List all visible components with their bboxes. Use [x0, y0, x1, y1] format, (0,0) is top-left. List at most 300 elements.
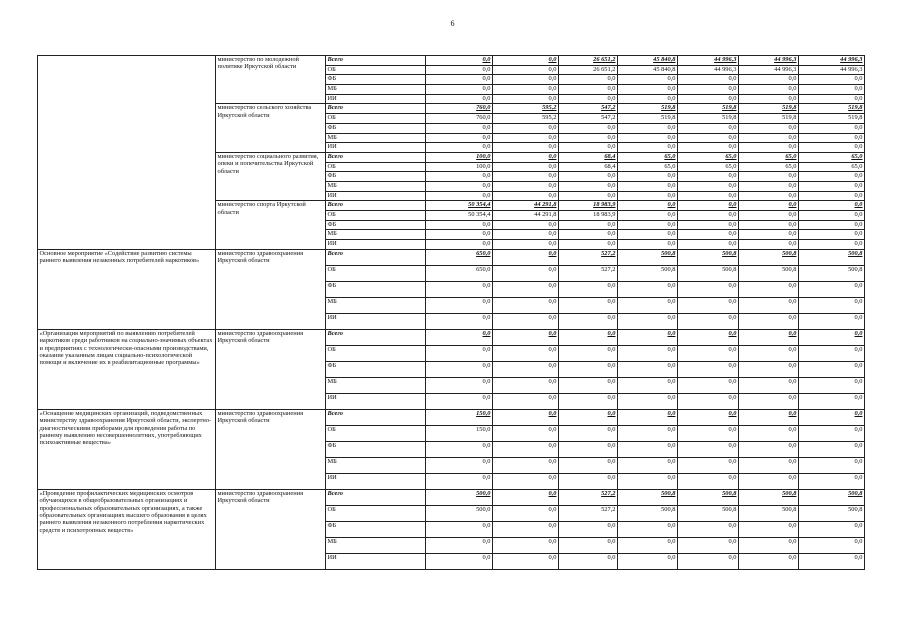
amount-cell: 547,2 — [559, 104, 618, 114]
amount-cell: 0,0 — [799, 75, 865, 85]
amount-cell: 44 996,3 — [678, 56, 739, 66]
amount-cell: 500,8 — [739, 505, 799, 521]
amount-cell: 0,0 — [493, 345, 559, 361]
amount-cell: 65,0 — [739, 152, 799, 162]
amount-cell: 0,0 — [559, 345, 618, 361]
amount-cell: 65,0 — [799, 162, 865, 172]
amount-cell: 0,0 — [678, 457, 739, 473]
amount-cell: 0,0 — [493, 361, 559, 377]
amount-cell: 0,0 — [426, 329, 493, 345]
amount-cell: 45 840,8 — [618, 56, 678, 66]
amount-cell: 500,8 — [678, 505, 739, 521]
amount-cell: 150,0 — [426, 409, 493, 425]
amount-cell: 0,0 — [739, 85, 799, 95]
funding-source: Всего — [326, 104, 426, 114]
funding-source: ИИ — [326, 191, 426, 201]
funding-source: Всего — [326, 489, 426, 505]
amount-cell: 68,4 — [559, 162, 618, 172]
amount-cell: 595,2 — [493, 104, 559, 114]
amount-cell: 0,0 — [618, 537, 678, 553]
amount-cell: 18 983,9 — [559, 201, 618, 211]
amount-cell: 0,0 — [559, 457, 618, 473]
amount-cell: 0,0 — [493, 123, 559, 133]
amount-cell: 45 840,8 — [618, 65, 678, 75]
amount-cell: 0,0 — [426, 220, 493, 230]
amount-cell: 0,0 — [799, 281, 865, 297]
table-body — [38, 56, 865, 570]
amount-cell: 0,0 — [493, 133, 559, 143]
amount-cell: 0,0 — [739, 537, 799, 553]
amount-cell: 0,0 — [739, 172, 799, 182]
amount-cell: 0,0 — [426, 345, 493, 361]
amount-cell: 0,0 — [739, 191, 799, 201]
amount-cell: 0,0 — [426, 172, 493, 182]
amount-cell: 0,0 — [739, 281, 799, 297]
amount-cell: 0,0 — [618, 143, 678, 153]
amount-cell: 0,0 — [618, 211, 678, 221]
amount-cell: 0,0 — [618, 240, 678, 250]
amount-cell: 0,0 — [493, 191, 559, 201]
amount-cell: 0,0 — [799, 94, 865, 104]
amount-cell: 0,0 — [493, 329, 559, 345]
funding-source: ОБ — [326, 265, 426, 281]
amount-cell: 0,0 — [493, 65, 559, 75]
amount-cell: 0,0 — [618, 75, 678, 85]
amount-cell: 0,0 — [799, 123, 865, 133]
responsible-executor: министерство по молодежной политике Иркутской области — [216, 56, 326, 104]
amount-cell: 0,0 — [618, 473, 678, 489]
table-row — [38, 329, 865, 345]
amount-cell: 0,0 — [559, 281, 618, 297]
amount-cell: 0,0 — [559, 240, 618, 250]
amount-cell: 519,8 — [799, 104, 865, 114]
amount-cell: 0,0 — [739, 133, 799, 143]
amount-cell: 0,0 — [739, 409, 799, 425]
amount-cell: 0,0 — [493, 162, 559, 172]
amount-cell: 0,0 — [618, 297, 678, 313]
amount-cell: 50 354,4 — [426, 201, 493, 211]
amount-cell: 0,0 — [739, 457, 799, 473]
amount-cell: 150,0 — [426, 425, 493, 441]
amount-cell: 0,0 — [559, 313, 618, 329]
funding-source: Всего — [326, 409, 426, 425]
amount-cell: 0,0 — [493, 457, 559, 473]
funding-source: МБ — [326, 537, 426, 553]
funding-source: ФБ — [326, 521, 426, 537]
funding-source: Всего — [326, 201, 426, 211]
amount-cell: 0,0 — [618, 425, 678, 441]
amount-cell: 0,0 — [493, 441, 559, 457]
amount-cell: 0,0 — [559, 181, 618, 191]
funding-source: ОБ — [326, 505, 426, 521]
funding-source: ФБ — [326, 220, 426, 230]
amount-cell: 0,0 — [426, 441, 493, 457]
amount-cell: 0,0 — [559, 191, 618, 201]
amount-cell: 44 996,3 — [739, 56, 799, 66]
amount-cell: 0,0 — [799, 441, 865, 457]
amount-cell: 0,0 — [678, 537, 739, 553]
measure-description: «Организация мероприятий по выявлению потребителей наркотиков среди работников на социально-значимых объектах и предприятиях с технологически-опасными производствами, оказание указанным лицам социально-психологической помощи и включение их в реабилитационные программы» — [38, 329, 216, 409]
amount-cell: 650,0 — [426, 265, 493, 281]
amount-cell: 0,0 — [493, 505, 559, 521]
amount-cell: 519,8 — [618, 114, 678, 124]
funding-source: МБ — [326, 377, 426, 393]
amount-cell: 0,0 — [618, 281, 678, 297]
funding-source: МБ — [326, 85, 426, 95]
amount-cell: 50 354,4 — [426, 211, 493, 221]
amount-cell: 18 983,9 — [559, 211, 618, 221]
measure-description: «Проведение профилактических медицинских осмотров обучающихся в общеобразовательных организациях и профессиональных образовательных организациях, а также образовательных организациях высшего образования в целях раннего выявления незаконного потребления наркотических средств и психотропных веществ» — [38, 489, 216, 569]
amount-cell: 0,0 — [493, 85, 559, 95]
amount-cell: 0,0 — [739, 393, 799, 409]
amount-cell: 0,0 — [559, 85, 618, 95]
amount-cell: 0,0 — [678, 281, 739, 297]
amount-cell: 500,8 — [678, 489, 739, 505]
amount-cell: 0,0 — [799, 201, 865, 211]
amount-cell: 0,0 — [493, 297, 559, 313]
amount-cell: 0,0 — [426, 457, 493, 473]
funding-source: Всего — [326, 249, 426, 265]
funding-source: ИИ — [326, 240, 426, 250]
amount-cell: 0,0 — [426, 65, 493, 75]
amount-cell: 0,0 — [618, 191, 678, 201]
amount-cell: 0,0 — [678, 473, 739, 489]
measure-description: Основное мероприятие «Содействие развитию системы раннего выявления незаконных потребителей наркотиков» — [38, 249, 216, 329]
amount-cell: 0,0 — [618, 521, 678, 537]
amount-cell: 0,0 — [559, 123, 618, 133]
amount-cell: 100,0 — [426, 162, 493, 172]
amount-cell: 0,0 — [739, 123, 799, 133]
amount-cell: 0,0 — [618, 457, 678, 473]
amount-cell: 0,0 — [559, 297, 618, 313]
funding-source: МБ — [326, 457, 426, 473]
measure-description — [38, 56, 216, 250]
amount-cell: 519,8 — [678, 104, 739, 114]
amount-cell: 0,0 — [559, 220, 618, 230]
amount-cell: 500,8 — [799, 265, 865, 281]
amount-cell: 500,8 — [799, 249, 865, 265]
amount-cell: 0,0 — [739, 220, 799, 230]
amount-cell: 0,0 — [799, 297, 865, 313]
amount-cell: 0,0 — [799, 313, 865, 329]
amount-cell: 0,0 — [426, 191, 493, 201]
amount-cell: 0,0 — [493, 489, 559, 505]
amount-cell: 0,0 — [618, 94, 678, 104]
amount-cell: 0,0 — [799, 377, 865, 393]
amount-cell: 0,0 — [426, 133, 493, 143]
amount-cell: 0,0 — [493, 172, 559, 182]
amount-cell: 527,2 — [559, 249, 618, 265]
amount-cell: 0,0 — [426, 521, 493, 537]
amount-cell: 0,0 — [618, 220, 678, 230]
amount-cell: 0,0 — [493, 181, 559, 191]
amount-cell: 0,0 — [426, 393, 493, 409]
amount-cell: 65,0 — [678, 152, 739, 162]
funding-source: ИИ — [326, 393, 426, 409]
amount-cell: 547,2 — [559, 114, 618, 124]
amount-cell: 0,0 — [678, 553, 739, 569]
amount-cell: 0,0 — [799, 143, 865, 153]
amount-cell: 0,0 — [678, 329, 739, 345]
amount-cell: 519,8 — [739, 104, 799, 114]
funding-source: ОБ — [326, 114, 426, 124]
budget-table — [37, 55, 865, 570]
amount-cell: 500,8 — [739, 265, 799, 281]
amount-cell: 0,0 — [493, 75, 559, 85]
amount-cell: 0,0 — [739, 94, 799, 104]
amount-cell: 0,0 — [739, 329, 799, 345]
amount-cell: 65,0 — [799, 152, 865, 162]
amount-cell: 0,0 — [493, 56, 559, 66]
amount-cell: 519,8 — [739, 114, 799, 124]
amount-cell: 500,0 — [426, 489, 493, 505]
amount-cell: 0,0 — [678, 191, 739, 201]
amount-cell: 0,0 — [799, 191, 865, 201]
amount-cell: 0,0 — [618, 409, 678, 425]
amount-cell: 760,0 — [426, 114, 493, 124]
amount-cell: 0,0 — [678, 75, 739, 85]
amount-cell: 0,0 — [739, 425, 799, 441]
funding-source: ФБ — [326, 441, 426, 457]
amount-cell: 0,0 — [426, 473, 493, 489]
amount-cell: 0,0 — [678, 133, 739, 143]
responsible-executor: министерство сельского хозяйства Иркутской области — [216, 104, 326, 152]
amount-cell: 0,0 — [618, 553, 678, 569]
amount-cell: 0,0 — [799, 181, 865, 191]
amount-cell: 0,0 — [426, 361, 493, 377]
amount-cell: 0,0 — [559, 521, 618, 537]
amount-cell: 0,0 — [739, 553, 799, 569]
amount-cell: 0,0 — [799, 537, 865, 553]
amount-cell: 0,0 — [559, 537, 618, 553]
amount-cell: 500,8 — [678, 265, 739, 281]
amount-cell: 0,0 — [559, 75, 618, 85]
table-row — [38, 249, 865, 265]
amount-cell: 0,0 — [799, 211, 865, 221]
amount-cell: 0,0 — [739, 297, 799, 313]
amount-cell: 0,0 — [799, 345, 865, 361]
amount-cell: 0,0 — [493, 230, 559, 240]
amount-cell: 0,0 — [799, 553, 865, 569]
amount-cell: 0,0 — [799, 425, 865, 441]
amount-cell: 500,0 — [426, 505, 493, 521]
amount-cell: 0,0 — [559, 361, 618, 377]
amount-cell: 0,0 — [739, 345, 799, 361]
table-row — [38, 409, 865, 425]
amount-cell: 0,0 — [559, 329, 618, 345]
funding-source: МБ — [326, 181, 426, 191]
amount-cell: 527,2 — [559, 489, 618, 505]
amount-cell: 0,0 — [739, 230, 799, 240]
amount-cell: 0,0 — [799, 329, 865, 345]
amount-cell: 0,0 — [799, 220, 865, 230]
amount-cell: 0,0 — [739, 313, 799, 329]
amount-cell: 0,0 — [426, 75, 493, 85]
amount-cell: 0,0 — [559, 409, 618, 425]
amount-cell: 26 651,2 — [559, 65, 618, 75]
amount-cell: 0,0 — [559, 143, 618, 153]
amount-cell: 0,0 — [493, 537, 559, 553]
amount-cell: 44 291,8 — [493, 201, 559, 211]
amount-cell: 500,8 — [618, 265, 678, 281]
amount-cell: 0,0 — [739, 181, 799, 191]
page-number: 6 — [450, 19, 455, 28]
amount-cell: 0,0 — [739, 240, 799, 250]
amount-cell: 0,0 — [618, 361, 678, 377]
amount-cell: 0,0 — [739, 211, 799, 221]
amount-cell: 0,0 — [678, 211, 739, 221]
amount-cell: 0,0 — [799, 457, 865, 473]
responsible-executor: министерство здравоохранения Иркутской области — [216, 249, 326, 329]
amount-cell: 0,0 — [493, 553, 559, 569]
amount-cell: 0,0 — [426, 537, 493, 553]
amount-cell: 65,0 — [618, 152, 678, 162]
amount-cell: 0,0 — [493, 425, 559, 441]
amount-cell: 500,8 — [618, 505, 678, 521]
amount-cell: 0,0 — [493, 313, 559, 329]
funding-source: Всего — [326, 329, 426, 345]
amount-cell: 0,0 — [739, 377, 799, 393]
amount-cell: 0,0 — [678, 240, 739, 250]
amount-cell: 0,0 — [618, 393, 678, 409]
amount-cell: 100,0 — [426, 152, 493, 162]
amount-cell: 0,0 — [493, 143, 559, 153]
responsible-executor: министерство здравоохранения Иркутской области — [216, 489, 326, 569]
amount-cell: 44 996,3 — [799, 65, 865, 75]
amount-cell: 0,0 — [493, 265, 559, 281]
amount-cell: 0,0 — [426, 123, 493, 133]
amount-cell: 0,0 — [678, 85, 739, 95]
amount-cell: 0,0 — [493, 393, 559, 409]
table-row — [38, 56, 865, 66]
amount-cell: 0,0 — [678, 123, 739, 133]
funding-source: ОБ — [326, 345, 426, 361]
funding-source: МБ — [326, 230, 426, 240]
funding-source: ИИ — [326, 473, 426, 489]
amount-cell: 0,0 — [739, 473, 799, 489]
amount-cell: 65,0 — [678, 162, 739, 172]
amount-cell: 760,0 — [426, 104, 493, 114]
amount-cell: 0,0 — [426, 553, 493, 569]
amount-cell: 0,0 — [426, 56, 493, 66]
amount-cell: 0,0 — [799, 172, 865, 182]
amount-cell: 0,0 — [426, 240, 493, 250]
funding-source: ИИ — [326, 313, 426, 329]
amount-cell: 0,0 — [799, 521, 865, 537]
amount-cell: 0,0 — [618, 172, 678, 182]
amount-cell: 0,0 — [559, 473, 618, 489]
amount-cell: 0,0 — [739, 441, 799, 457]
funding-source: ИИ — [326, 553, 426, 569]
amount-cell: 44 996,3 — [799, 56, 865, 66]
amount-cell: 0,0 — [559, 133, 618, 143]
amount-cell: 0,0 — [426, 281, 493, 297]
amount-cell: 519,8 — [618, 104, 678, 114]
amount-cell: 0,0 — [426, 143, 493, 153]
amount-cell: 0,0 — [739, 201, 799, 211]
amount-cell: 0,0 — [678, 201, 739, 211]
amount-cell: 0,0 — [493, 94, 559, 104]
amount-cell: 0,0 — [678, 361, 739, 377]
amount-cell: 0,0 — [799, 240, 865, 250]
amount-cell: 0,0 — [799, 133, 865, 143]
amount-cell: 0,0 — [426, 297, 493, 313]
funding-source: ФБ — [326, 281, 426, 297]
amount-cell: 0,0 — [618, 133, 678, 143]
amount-cell: 0,0 — [493, 220, 559, 230]
amount-cell: 0,0 — [618, 230, 678, 240]
amount-cell: 0,0 — [678, 230, 739, 240]
amount-cell: 0,0 — [678, 345, 739, 361]
amount-cell: 0,0 — [493, 249, 559, 265]
amount-cell: 0,0 — [739, 143, 799, 153]
amount-cell: 0,0 — [493, 377, 559, 393]
funding-source: МБ — [326, 133, 426, 143]
amount-cell: 0,0 — [678, 172, 739, 182]
responsible-executor: министерство социального развития, опеки и попечительства Иркутской области — [216, 152, 326, 200]
measure-description: «Оснащение медицинских организаций, подведомственных министерству здравоохранения Иркутской области, экспертно-диагностическими приборами для проведения работы по раннему выявлению несовершеннолетних, употребляющих психоактивные вещества» — [38, 409, 216, 489]
amount-cell: 0,0 — [493, 281, 559, 297]
amount-cell: 0,0 — [493, 409, 559, 425]
amount-cell: 500,8 — [618, 489, 678, 505]
amount-cell: 0,0 — [426, 94, 493, 104]
amount-cell: 0,0 — [678, 143, 739, 153]
amount-cell: 0,0 — [678, 441, 739, 457]
amount-cell: 0,0 — [799, 473, 865, 489]
funding-source: ФБ — [326, 361, 426, 377]
amount-cell: 0,0 — [493, 521, 559, 537]
funding-source: ОБ — [326, 65, 426, 75]
amount-cell: 0,0 — [739, 361, 799, 377]
funding-source: ФБ — [326, 123, 426, 133]
amount-cell: 0,0 — [678, 377, 739, 393]
amount-cell: 0,0 — [618, 377, 678, 393]
amount-cell: 650,0 — [426, 249, 493, 265]
amount-cell: 0,0 — [678, 409, 739, 425]
funding-source: МБ — [326, 297, 426, 313]
funding-source: Всего — [326, 56, 426, 66]
funding-source: ФБ — [326, 172, 426, 182]
amount-cell: 500,8 — [739, 489, 799, 505]
amount-cell: 0,0 — [618, 181, 678, 191]
amount-cell: 0,0 — [426, 313, 493, 329]
responsible-executor: министерство спорта Иркутской области — [216, 201, 326, 249]
amount-cell: 0,0 — [618, 313, 678, 329]
amount-cell: 0,0 — [739, 75, 799, 85]
funding-source: ФБ — [326, 75, 426, 85]
amount-cell: 0,0 — [426, 85, 493, 95]
amount-cell: 519,8 — [678, 114, 739, 124]
amount-cell: 0,0 — [799, 393, 865, 409]
amount-cell: 500,8 — [618, 249, 678, 265]
amount-cell: 0,0 — [678, 181, 739, 191]
amount-cell: 527,2 — [559, 265, 618, 281]
amount-cell: 65,0 — [618, 162, 678, 172]
amount-cell: 65,0 — [739, 162, 799, 172]
amount-cell: 500,8 — [799, 489, 865, 505]
amount-cell: 0,0 — [493, 152, 559, 162]
amount-cell: 0,0 — [618, 85, 678, 95]
funding-source: Всего — [326, 152, 426, 162]
amount-cell: 0,0 — [678, 94, 739, 104]
funding-source: ИИ — [326, 94, 426, 104]
amount-cell: 0,0 — [426, 230, 493, 240]
funding-source: ОБ — [326, 162, 426, 172]
amount-cell: 0,0 — [799, 230, 865, 240]
amount-cell: 44 291,8 — [493, 211, 559, 221]
responsible-executor: министерство здравоохранения Иркутской области — [216, 329, 326, 409]
amount-cell: 0,0 — [618, 345, 678, 361]
